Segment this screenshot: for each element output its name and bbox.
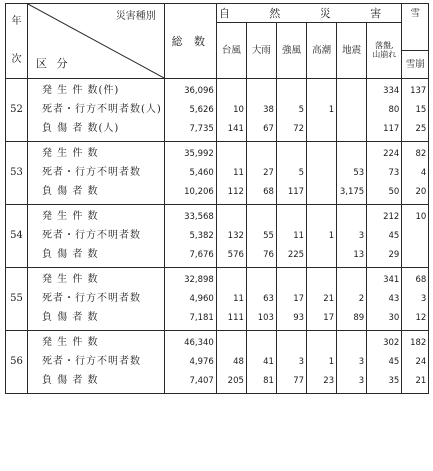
high-tide-cell: 23 xyxy=(307,372,337,394)
strong-wind-cell: 72 xyxy=(276,120,306,142)
earthquake-cell xyxy=(337,101,367,120)
year-cell: 54 xyxy=(6,205,28,268)
high-tide-cell xyxy=(307,164,337,183)
total-header: 総 数 xyxy=(164,4,216,79)
table-row xyxy=(6,331,429,353)
landslide-cell: 45 xyxy=(367,353,402,372)
row-label: 負 傷 者 数 xyxy=(28,309,165,331)
heavy-rain-cell: 81 xyxy=(246,372,276,394)
total-cell: 4,960 xyxy=(164,290,216,309)
row-label: 死者・行方不明者数 xyxy=(28,164,165,183)
earthquake-cell xyxy=(337,142,367,164)
strong-wind-cell: 77 xyxy=(276,372,306,394)
typhoon-cell xyxy=(216,331,246,353)
row-label: 発 生 件 数 xyxy=(28,205,165,227)
typhoon-cell: 11 xyxy=(216,164,246,183)
year-cell: 55 xyxy=(6,268,28,331)
avalanche-cell: 4 xyxy=(402,164,429,183)
earthquake-cell: 3 xyxy=(337,372,367,394)
natural-disaster-header: 自 然 災 害 xyxy=(216,4,402,23)
earthquake-cell xyxy=(337,79,367,101)
high-tide-cell: 1 xyxy=(307,101,337,120)
total-cell: 32,898 xyxy=(164,268,216,290)
typhoon-cell xyxy=(216,205,246,227)
typhoon-cell xyxy=(216,268,246,290)
snow-header-spacer xyxy=(402,23,429,51)
high-tide-cell: 21 xyxy=(307,290,337,309)
landslide-cell: 29 xyxy=(367,246,402,268)
row-label: 発 生 件 数 xyxy=(28,331,165,353)
earthquake-cell: 2 xyxy=(337,290,367,309)
total-cell: 4,976 xyxy=(164,353,216,372)
landslide-header xyxy=(367,23,402,79)
landslide-cell: 80 xyxy=(367,101,402,120)
landslide-header-line1: 落盤, xyxy=(374,41,394,51)
heavy-rain-cell: 103 xyxy=(246,309,276,331)
landslide-cell: 341 xyxy=(367,268,402,290)
avalanche-cell xyxy=(402,246,429,268)
total-cell: 7,676 xyxy=(164,246,216,268)
high-tide-cell: 1 xyxy=(307,353,337,372)
heavy-rain-cell xyxy=(246,331,276,353)
total-cell: 5,460 xyxy=(164,164,216,183)
year-cell: 52 xyxy=(6,79,28,142)
landslide-cell: 117 xyxy=(367,120,402,142)
total-cell: 36,096 xyxy=(164,79,216,101)
avalanche-cell xyxy=(402,227,429,246)
high-tide-cell xyxy=(307,246,337,268)
row-label: 負 傷 者 数 xyxy=(28,372,165,394)
heavy-rain-cell: 38 xyxy=(246,101,276,120)
year-header xyxy=(6,4,28,79)
landslide-cell: 43 xyxy=(367,290,402,309)
row-label: 死者・行方不明者数 xyxy=(28,353,165,372)
landslide-header-line2: 山崩れ xyxy=(372,49,397,59)
typhoon-cell: 112 xyxy=(216,183,246,205)
table-row xyxy=(6,246,429,268)
high-tide-cell xyxy=(307,205,337,227)
typhoon-cell: 132 xyxy=(216,227,246,246)
row-label: 負 傷 者 数(人) xyxy=(28,120,165,142)
heavy-rain-cell: 55 xyxy=(246,227,276,246)
disaster-type-label: 災害種別 xyxy=(115,11,156,22)
earthquake-cell: 13 xyxy=(337,246,367,268)
typhoon-cell: 576 xyxy=(216,246,246,268)
strong-wind-cell: 225 xyxy=(276,246,306,268)
table-row xyxy=(6,79,429,101)
table-row xyxy=(6,372,429,394)
row-label: 発 生 件 数(件) xyxy=(28,79,165,101)
table-body xyxy=(6,79,429,394)
strong-wind-header: 強風 xyxy=(276,23,306,79)
row-label: 発 生 件 数 xyxy=(28,268,165,290)
avalanche-cell: 82 xyxy=(402,142,429,164)
disaster-statistics-table xyxy=(5,3,429,394)
typhoon-cell: 10 xyxy=(216,101,246,120)
row-label: 負 傷 者 数 xyxy=(28,246,165,268)
heavy-rain-cell: 68 xyxy=(246,183,276,205)
row-label: 死者・行方不明者数 xyxy=(28,290,165,309)
table-row xyxy=(6,142,429,164)
category-diagonal-header xyxy=(28,4,165,79)
strong-wind-cell xyxy=(276,142,306,164)
earthquake-cell xyxy=(337,205,367,227)
strong-wind-cell: 117 xyxy=(276,183,306,205)
strong-wind-cell xyxy=(276,268,306,290)
total-cell: 5,382 xyxy=(164,227,216,246)
high-tide-cell: 1 xyxy=(307,227,337,246)
typhoon-cell xyxy=(216,79,246,101)
landslide-cell: 212 xyxy=(367,205,402,227)
total-cell: 7,407 xyxy=(164,372,216,394)
avalanche-cell: 24 xyxy=(402,353,429,372)
heavy-rain-cell xyxy=(246,142,276,164)
earthquake-cell: 89 xyxy=(337,309,367,331)
earthquake-cell: 3 xyxy=(337,227,367,246)
heavy-rain-cell: 67 xyxy=(246,120,276,142)
table-row xyxy=(6,309,429,331)
avalanche-cell: 182 xyxy=(402,331,429,353)
high-tide-header: 高潮 xyxy=(307,23,337,79)
typhoon-cell: 205 xyxy=(216,372,246,394)
earthquake-cell xyxy=(337,268,367,290)
typhoon-cell: 141 xyxy=(216,120,246,142)
snow-header: 雪 xyxy=(402,4,429,23)
earthquake-cell: 3 xyxy=(337,353,367,372)
table-row xyxy=(6,183,429,205)
typhoon-cell xyxy=(216,142,246,164)
row-label: 死者・行方不明者数 xyxy=(28,227,165,246)
landslide-cell: 50 xyxy=(367,183,402,205)
total-cell: 7,735 xyxy=(164,120,216,142)
avalanche-cell: 10 xyxy=(402,205,429,227)
landslide-cell: 224 xyxy=(367,142,402,164)
strong-wind-cell: 11 xyxy=(276,227,306,246)
high-tide-cell xyxy=(307,120,337,142)
year-cell: 53 xyxy=(6,142,28,205)
avalanche-cell: 12 xyxy=(402,309,429,331)
table-row xyxy=(6,290,429,309)
total-cell: 33,568 xyxy=(164,205,216,227)
high-tide-cell xyxy=(307,183,337,205)
category-label: 区 分 xyxy=(36,57,71,70)
strong-wind-cell xyxy=(276,79,306,101)
heavy-rain-cell xyxy=(246,268,276,290)
typhoon-cell: 11 xyxy=(216,290,246,309)
total-cell: 5,626 xyxy=(164,101,216,120)
table-row xyxy=(6,120,429,142)
row-label: 発 生 件 数 xyxy=(28,142,165,164)
strong-wind-cell: 17 xyxy=(276,290,306,309)
total-cell: 10,206 xyxy=(164,183,216,205)
heavy-rain-header: 大雨 xyxy=(246,23,276,79)
table-row xyxy=(6,164,429,183)
typhoon-cell: 111 xyxy=(216,309,246,331)
strong-wind-cell: 3 xyxy=(276,353,306,372)
year-header-top: 年 xyxy=(11,16,22,27)
table-row xyxy=(6,268,429,290)
avalanche-cell: 15 xyxy=(402,101,429,120)
strong-wind-cell xyxy=(276,205,306,227)
landslide-cell: 334 xyxy=(367,79,402,101)
earthquake-header: 地震 xyxy=(337,23,367,79)
row-label: 死者・行方不明者数(人) xyxy=(28,101,165,120)
total-cell: 7,181 xyxy=(164,309,216,331)
strong-wind-cell xyxy=(276,331,306,353)
high-tide-cell xyxy=(307,331,337,353)
total-cell: 35,992 xyxy=(164,142,216,164)
typhoon-header: 台風 xyxy=(216,23,246,79)
strong-wind-cell: 93 xyxy=(276,309,306,331)
heavy-rain-cell xyxy=(246,205,276,227)
avalanche-cell: 3 xyxy=(402,290,429,309)
heavy-rain-cell: 76 xyxy=(246,246,276,268)
disaster-statistics-table-wrapper xyxy=(5,3,429,394)
avalanche-cell: 68 xyxy=(402,268,429,290)
table-row xyxy=(6,353,429,372)
row-label: 負 傷 者 数 xyxy=(28,183,165,205)
table-row xyxy=(6,101,429,120)
strong-wind-cell: 5 xyxy=(276,101,306,120)
high-tide-cell xyxy=(307,268,337,290)
landslide-cell: 45 xyxy=(367,227,402,246)
avalanche-header: 雪崩 xyxy=(402,51,429,79)
high-tide-cell xyxy=(307,79,337,101)
landslide-cell: 73 xyxy=(367,164,402,183)
earthquake-cell xyxy=(337,120,367,142)
table-row xyxy=(6,205,429,227)
strong-wind-cell: 5 xyxy=(276,164,306,183)
high-tide-cell: 17 xyxy=(307,309,337,331)
heavy-rain-cell: 27 xyxy=(246,164,276,183)
heavy-rain-cell: 41 xyxy=(246,353,276,372)
year-header-bottom: 次 xyxy=(11,54,22,65)
avalanche-cell: 137 xyxy=(402,79,429,101)
landslide-cell: 302 xyxy=(367,331,402,353)
avalanche-cell: 25 xyxy=(402,120,429,142)
typhoon-cell: 48 xyxy=(216,353,246,372)
earthquake-cell: 3,175 xyxy=(337,183,367,205)
earthquake-cell: 53 xyxy=(337,164,367,183)
landslide-cell: 30 xyxy=(367,309,402,331)
heavy-rain-cell xyxy=(246,79,276,101)
table-row xyxy=(6,227,429,246)
earthquake-cell xyxy=(337,331,367,353)
high-tide-cell xyxy=(307,142,337,164)
total-cell: 46,340 xyxy=(164,331,216,353)
avalanche-cell: 20 xyxy=(402,183,429,205)
heavy-rain-cell: 63 xyxy=(246,290,276,309)
year-cell: 56 xyxy=(6,331,28,394)
landslide-cell: 35 xyxy=(367,372,402,394)
avalanche-cell: 21 xyxy=(402,372,429,394)
